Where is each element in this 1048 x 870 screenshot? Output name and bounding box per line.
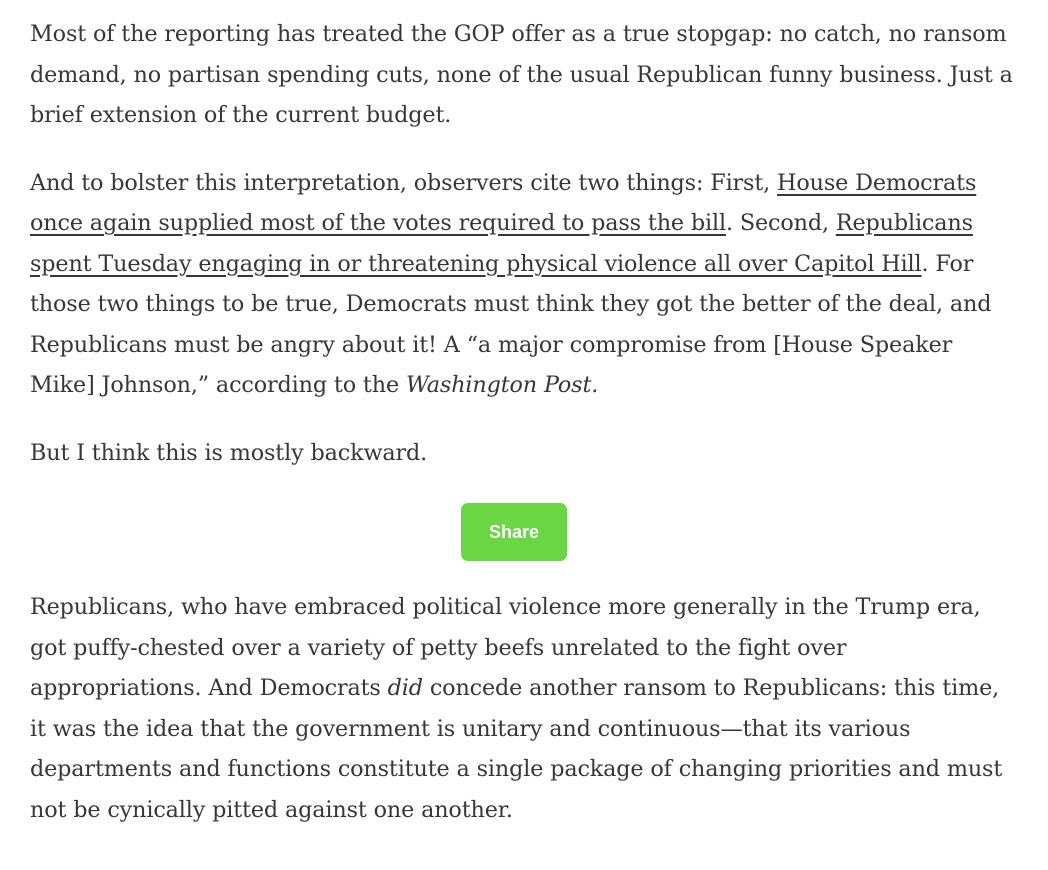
house-democrats-votes-link[interactable]: House Democrats once again supplied most of the votes required to pass the bill bbox=[30, 169, 977, 236]
paragraph-4-text-1: Republicans, who have embraced political violence more generally in the Trump era, got puffy-chested over a variety of petty beefs unrelated to the fight over appropriations. And Democrats bbox=[30, 594, 981, 701]
paragraph-4-emphasis: did bbox=[387, 675, 423, 701]
paragraph-1: Most of the reporting has treated the GOP offer as a true stopgap: no catch, no ransom demand, no partisan spending cuts, none of the usual Republican funny business. Just a brief extension of the current budget. bbox=[30, 21, 1013, 128]
article-body-continued bbox=[30, 587, 1020, 857]
paragraph-2-text-1: And to bolster this interpretation, observers cite two things: First, bbox=[30, 169, 778, 196]
paragraph-4 bbox=[30, 587, 1020, 830]
share-button-container bbox=[0, 503, 1028, 561]
paragraph-2-text-3: . For those two things to be true, Democrats must think they got the better of the deal, and Republicans must be angry about it! A “a major compromise from [House Speaker Mike] Johnson,” according to the bbox=[30, 250, 992, 398]
paragraph-2-text-2: . Second, bbox=[725, 210, 836, 236]
washington-post-citation: Washington Post. bbox=[405, 372, 599, 398]
republicans-violence-link[interactable]: Republicans spent Tuesday engaging in or threatening physical violence all over Capitol Hill bbox=[30, 210, 973, 277]
paragraph-2 bbox=[30, 163, 1020, 406]
share-button[interactable]: Share bbox=[461, 503, 567, 561]
paragraph-3: But I think this is mostly backward. bbox=[30, 439, 428, 466]
paragraph-4-text-2: concede another ransom to Republicans: this time, it was the idea that the government is unitary and continuous—that its various departments and functions constitute a single package of changing priorities and must not be cynically pitted against one another. bbox=[30, 675, 1003, 823]
article-body bbox=[30, 14, 1020, 500]
